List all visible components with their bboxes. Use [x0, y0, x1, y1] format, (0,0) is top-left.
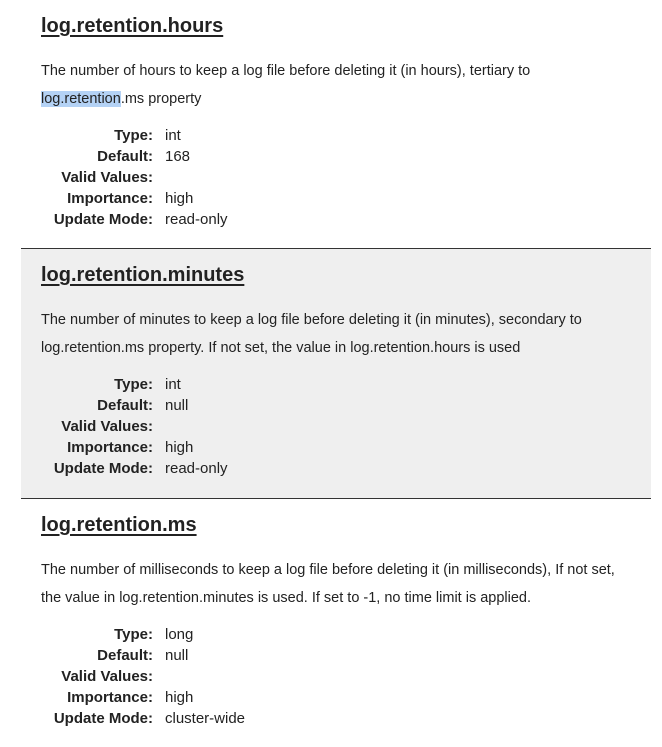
meta-value: high	[165, 190, 194, 207]
meta-label: Type:	[114, 127, 153, 144]
meta-label: Type:	[114, 376, 153, 393]
meta-label: Default:	[97, 397, 153, 414]
meta-row-type	[21, 624, 245, 645]
meta-value: high	[165, 439, 194, 456]
meta-row-default	[21, 645, 245, 666]
config-entry-log-retention-minutes	[21, 249, 651, 499]
meta-row-importance	[21, 188, 228, 209]
config-name-link[interactable]: log.retention.hours	[41, 15, 224, 37]
meta-label: Valid Values:	[61, 169, 153, 186]
config-metadata-table	[21, 624, 245, 729]
meta-value: cluster-wide	[165, 710, 246, 727]
meta-value: null	[165, 647, 189, 664]
meta-row-valid-values	[21, 167, 228, 188]
meta-row-importance	[21, 687, 245, 708]
meta-value: int	[165, 376, 181, 393]
meta-label: Update Mode:	[53, 211, 153, 228]
description-text: The number of hours to keep a log file before deleting it (in hours), tertiary to	[41, 63, 531, 79]
meta-label: Importance:	[67, 190, 153, 207]
meta-value	[165, 666, 245, 687]
config-name-link[interactable]: log.retention.ms	[41, 514, 197, 536]
meta-label: Valid Values:	[61, 668, 153, 685]
meta-value: read-only	[165, 460, 228, 477]
meta-value: long	[165, 626, 194, 643]
meta-value: 168	[165, 148, 191, 165]
meta-value: read-only	[165, 211, 228, 228]
config-description: The number of milliseconds to keep a log file before deleting it (in milliseconds), If not set, the value in log.retention.minutes is used. If set to -1, no time limit is applied.	[41, 562, 615, 606]
meta-row-type	[21, 125, 228, 146]
meta-row-default	[21, 146, 228, 167]
meta-value: high	[165, 689, 194, 706]
meta-label: Type:	[114, 626, 153, 643]
meta-label: Valid Values:	[61, 418, 153, 435]
meta-value	[165, 167, 228, 188]
config-description: The number of minutes to keep a log file before deleting it (in minutes), secondary to log.retention.ms property. If not set, the value in log.retention.hours is used	[41, 312, 582, 356]
description-text: .ms property	[120, 91, 202, 107]
meta-row-update-mode	[21, 708, 245, 729]
meta-label: Update Mode:	[53, 460, 153, 477]
meta-label: Default:	[97, 647, 153, 664]
meta-label: Default:	[97, 148, 153, 165]
meta-row-update-mode	[21, 209, 228, 230]
meta-value	[165, 416, 228, 437]
config-metadata-table	[21, 125, 228, 230]
meta-label: Importance:	[67, 689, 153, 706]
config-entry-log-retention-ms	[21, 499, 651, 747]
meta-row-valid-values	[21, 416, 228, 437]
config-metadata-table	[21, 374, 228, 479]
meta-row-type	[21, 374, 228, 395]
config-name-link[interactable]: log.retention.minutes	[41, 264, 245, 286]
meta-label: Importance:	[67, 439, 153, 456]
meta-row-valid-values	[21, 666, 245, 687]
meta-row-importance	[21, 437, 228, 458]
meta-label: Update Mode:	[53, 710, 153, 727]
selected-text[interactable]: log.retention	[41, 91, 121, 107]
config-entry-log-retention-hours	[21, 0, 651, 249]
meta-row-default	[21, 395, 228, 416]
meta-row-update-mode	[21, 458, 228, 479]
config-description	[41, 57, 631, 113]
meta-value: int	[165, 127, 181, 144]
meta-value: null	[165, 397, 189, 414]
